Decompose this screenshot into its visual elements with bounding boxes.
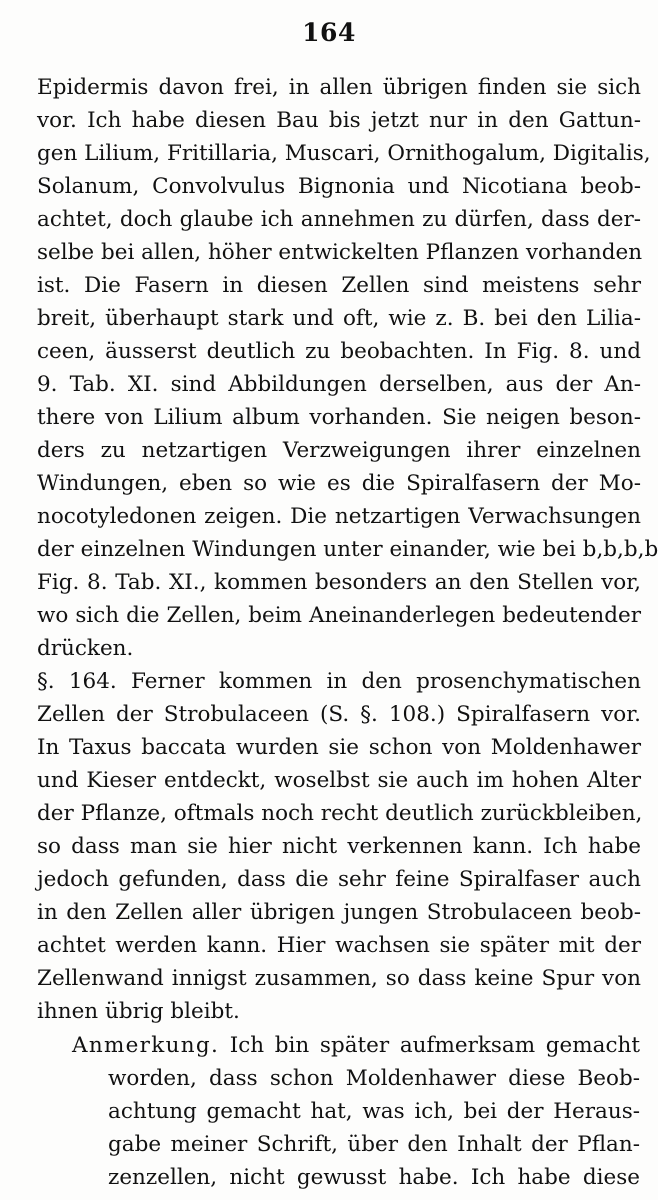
- text-line: der Pflanze, oftmals noch recht deutlich zurückbleiben,: [37, 801, 643, 826]
- remark-line: gabe meiner Schrift, über den Inhalt der Pflan-: [108, 1132, 640, 1157]
- text-line: achtet werden kann. Hier wachsen sie später mit der: [37, 933, 641, 958]
- text-line: nocotyledonen zeigen. Die netzartigen Verwachsungen: [37, 504, 641, 529]
- section-heading-line: §. 164. Ferner kommen in den prosenchymatischen: [37, 669, 641, 694]
- text-line: und Kieser entdeckt, woselbst sie auch im hohen Alter: [37, 768, 641, 793]
- text-line: achtet, doch glaube ich annehmen zu dürfen, dass der-: [37, 207, 641, 232]
- text-line: in den Zellen aller übrigen jungen Strobulaceen beob-: [37, 900, 641, 925]
- text-line: 9. Tab. XI. sind Abbildungen derselben, aus der An-: [37, 372, 641, 397]
- text-line: wo sich die Zellen, beim Aneinanderlegen bedeutender: [37, 603, 641, 628]
- remark-first-line: [72, 1030, 640, 1062]
- text-line: der einzelnen Windungen unter einander, wie bei b,b,b,b: [37, 537, 658, 562]
- remark-line: achtung gemacht hat, was ich, bei der Heraus-: [108, 1099, 640, 1124]
- page-number: 164: [302, 18, 356, 47]
- text-line: ders zu netzartigen Verzweigungen ihrer einzelnen: [37, 438, 641, 463]
- text-line: ihnen übrig bleibt.: [37, 999, 240, 1024]
- text-line: Epidermis davon frei, in allen übrigen finden sie sich: [37, 75, 641, 100]
- remark-line: worden, dass schon Moldenhawer diese Beob-: [108, 1066, 640, 1091]
- text-line: drücken.: [37, 636, 134, 661]
- text-line: Zellenwand innigst zusammen, so dass keine Spur von: [37, 966, 641, 991]
- text-line: there von Lilium album vorhanden. Sie neigen beson-: [37, 405, 641, 430]
- text-line: Fig. 8. Tab. XI., kommen besonders an den Stellen vor,: [37, 570, 641, 595]
- text-line: Windungen, eben so wie es die Spiralfasern der Mo-: [37, 471, 641, 496]
- text-line: breit, überhaupt stark und oft, wie z. B. bei den Lilia-: [37, 306, 641, 331]
- text-line: In Taxus baccata wurden sie schon von Moldenhawer: [37, 735, 641, 760]
- text-line: selbe bei allen, höher entwickelten Pflanzen vorhanden: [37, 240, 643, 265]
- text-line: gen Lilium, Fritillaria, Muscari, Ornithogalum, Digitalis,: [37, 141, 651, 166]
- text-line: so dass man sie hier nicht verkennen kann. Ich habe: [37, 834, 641, 859]
- text-line: vor. Ich habe diesen Bau bis jetzt nur in den Gattun-: [37, 108, 641, 133]
- text-line: jedoch gefunden, dass die sehr feine Spiralfaser auch: [37, 867, 641, 892]
- remark-text: Ich bin später aufmerksam gemacht: [229, 1033, 640, 1058]
- text-line: ist. Die Fasern in diesen Zellen sind meistens sehr: [37, 273, 641, 298]
- remark-label: Anmerkung.: [72, 1033, 220, 1058]
- text-line: Zellen der Strobulaceen (S. §. 108.) Spiralfasern vor.: [37, 702, 641, 727]
- remark-line: zenzellen, nicht gewusst habe. Ich habe diese: [108, 1165, 640, 1190]
- text-line: Solanum, Convolvulus Bignonia und Nicotiana beob-: [37, 174, 641, 199]
- text-line: ceen, äusserst deutlich zu beobachten. In Fig. 8. und: [37, 339, 641, 364]
